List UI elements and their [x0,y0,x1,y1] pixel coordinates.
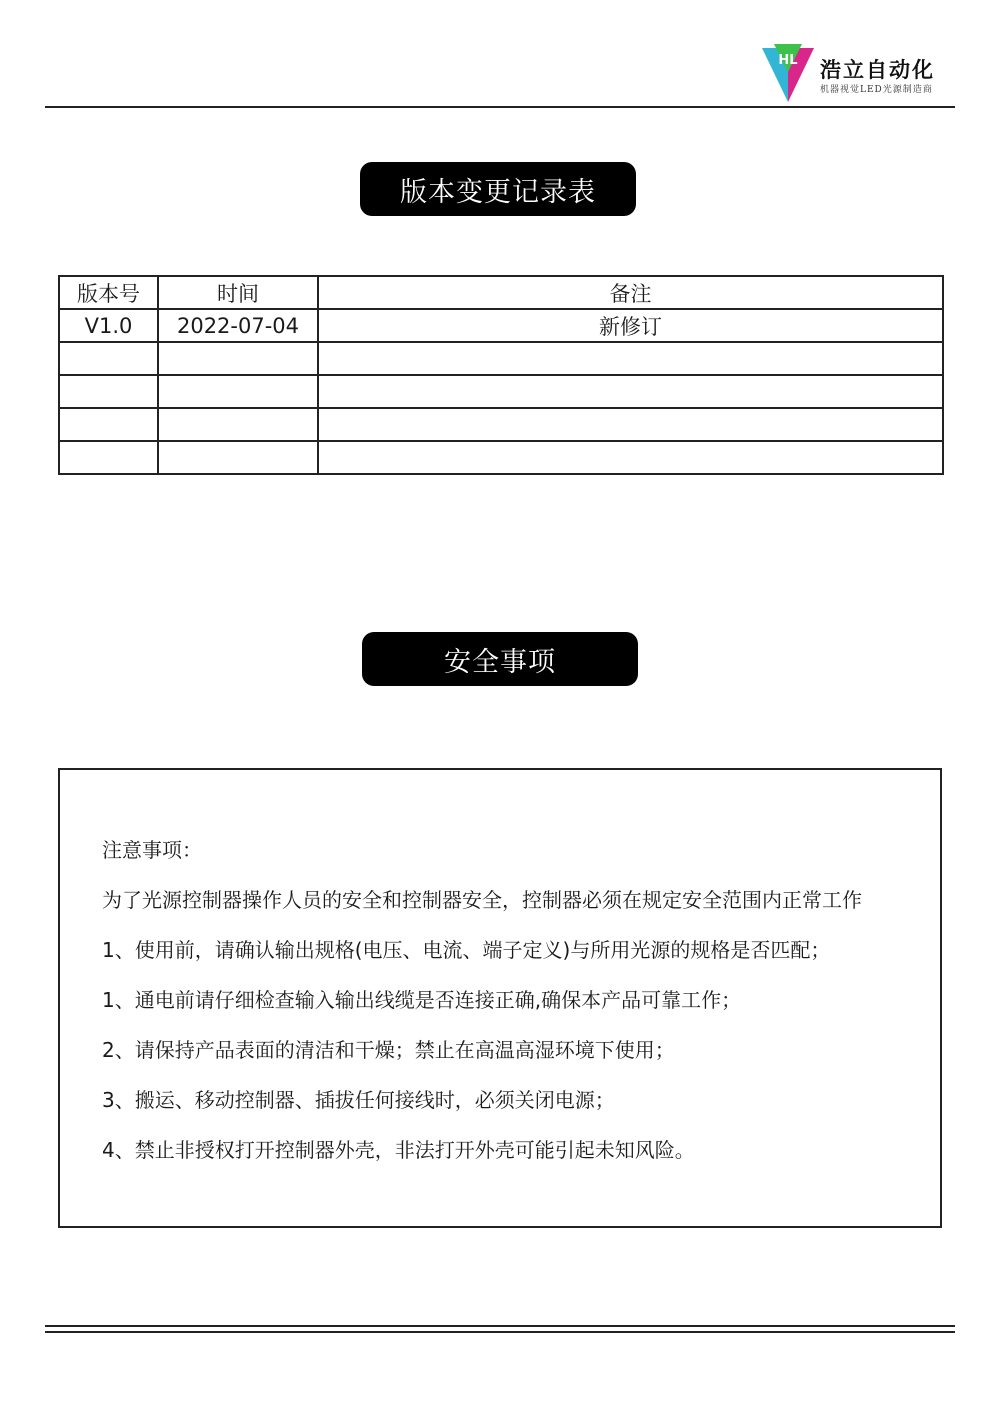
cell-version [59,408,158,441]
company-tagline: 机器视觉LED光源制造商 [820,85,933,95]
cell-date: 2022-07-04 [158,309,318,342]
footer-divider-top [45,1325,955,1327]
company-name: 浩立自动化 [820,57,935,82]
cell-version [59,375,158,408]
cell-version [59,342,158,375]
table-row [59,441,943,474]
cell-version: V1.0 [59,309,158,342]
list-item: 2、请保持产品表面的清洁和干燥；禁止在高温高湿环境下使用； [102,1038,675,1062]
list-item: 1、使用前，请确认输出规格(电压、电流、端子定义)与所用光源的规格是否匹配； [102,938,831,962]
company-logo [760,40,960,106]
cell-version [59,441,158,474]
safety-section-title: 安全事项 [362,632,638,686]
cell-date [158,342,318,375]
notice-list [102,934,830,1184]
version-table [58,275,944,475]
table-row [59,309,943,342]
table-row [59,342,943,375]
header-divider [45,106,955,108]
safety-notice-box [58,768,942,1228]
list-item: 1、通电前请仔细检查输入输出线缆是否连接正确,确保本产品可靠工作； [102,988,742,1012]
logo-triangle-icon [760,42,816,104]
cell-notes [318,408,943,441]
notice-heading: 注意事项： [102,838,202,862]
logo-letters: HL [778,53,798,68]
column-header-version: 版本号 [59,276,158,309]
list-item: 4、禁止非授权打开控制器外壳，非法打开外壳可能引起未知风险。 [102,1138,695,1162]
cell-date [158,408,318,441]
cell-notes [318,342,943,375]
column-header-notes: 备注 [318,276,943,309]
cell-date [158,375,318,408]
footer-divider-bottom [45,1331,955,1333]
version-section-title: 版本变更记录表 [360,162,636,216]
list-item: 3、搬运、移动控制器、插拔任何接线时，必须关闭电源； [102,1088,615,1112]
table-row [59,408,943,441]
cell-notes [318,441,943,474]
cell-notes: 新修订 [318,309,943,342]
cell-notes [318,375,943,408]
table-row [59,375,943,408]
cell-date [158,441,318,474]
column-header-date: 时间 [158,276,318,309]
version-table-header [59,276,943,309]
notice-intro: 为了光源控制器操作人员的安全和控制器安全，控制器必须在规定安全范围内正常工作 [102,888,862,912]
